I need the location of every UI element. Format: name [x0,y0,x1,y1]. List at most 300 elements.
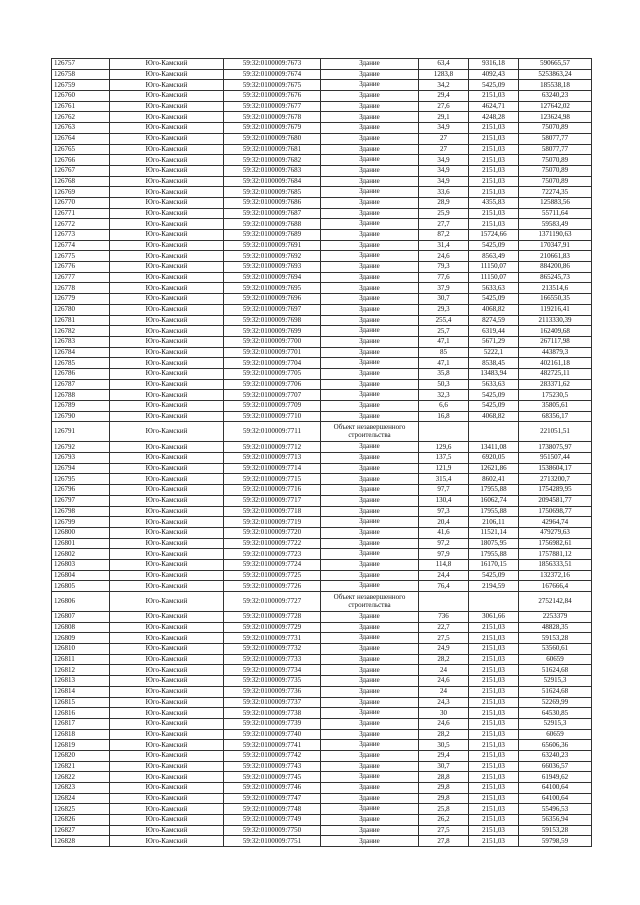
area-cell: 47,1 [419,336,469,347]
specific-value-cell: 11150,07 [469,262,519,273]
table-body [52,59,592,847]
cadastral-number-cell: 59:32:0100009:7689 [224,230,321,241]
cadastral-value-cell: 52915,3 [519,718,592,729]
row-number-cell: 126777 [52,272,110,283]
cadastral-number-cell: 59:32:0100009:7674 [224,69,321,80]
cadastral-value-cell: 2113330,39 [519,315,592,326]
object-type-cell: Здание [321,347,419,358]
cadastral-number-cell: 59:32:0100009:7683 [224,165,321,176]
table-row [52,283,592,294]
cadastral-value-cell: 185538,18 [519,80,592,91]
table-row [52,347,592,358]
table-row [52,358,592,369]
district-cell: Юго-Камский [110,80,224,91]
specific-value-cell: 16062,74 [469,495,519,506]
area-cell: 29,8 [419,783,469,794]
table-row [52,740,592,751]
district-cell: Юго-Камский [110,708,224,719]
specific-value-cell: 2151,03 [469,793,519,804]
district-cell: Юго-Камский [110,59,224,70]
district-cell: Юго-Камский [110,358,224,369]
area-cell: 34,9 [419,176,469,187]
district-cell: Юго-Камский [110,453,224,464]
specific-value-cell: 2151,03 [469,187,519,198]
specific-value-cell: 2151,03 [469,815,519,826]
object-type-cell: Здание [321,654,419,665]
area-cell: 27 [419,133,469,144]
cadastral-number-cell: 59:32:0100009:7719 [224,517,321,528]
table-row [52,665,592,676]
cadastral-value-cell: 2253379 [519,612,592,623]
table-row [52,336,592,347]
object-type-cell: Здание [321,804,419,815]
area-cell: 30,7 [419,761,469,772]
district-cell: Юго-Камский [110,165,224,176]
district-cell: Юго-Камский [110,654,224,665]
object-type-cell: Здание [321,815,419,826]
specific-value-cell: 2151,03 [469,123,519,134]
area-cell: 97,2 [419,538,469,549]
cadastral-number-cell: 59:32:0100009:7722 [224,538,321,549]
object-type-cell: Здание [321,251,419,262]
table-row [52,326,592,337]
row-number-cell: 126804 [52,570,110,581]
specific-value-cell: 2151,03 [469,750,519,761]
cadastral-value-cell: 61949,62 [519,772,592,783]
object-type-cell: Здание [321,315,419,326]
cadastral-value-cell: 75070,89 [519,165,592,176]
row-number-cell: 126760 [52,91,110,102]
district-cell: Юго-Камский [110,144,224,155]
row-number-cell: 126763 [52,123,110,134]
area-cell: 34,9 [419,155,469,166]
object-type-cell: Здание [321,549,419,560]
object-type-cell: Здание [321,729,419,740]
table-row [52,112,592,123]
object-type-cell: Здание [321,144,419,155]
district-cell: Юго-Камский [110,559,224,570]
specific-value-cell: 2151,03 [469,165,519,176]
cadastral-number-cell: 59:32:0100009:7718 [224,506,321,517]
district-cell: Юго-Камский [110,91,224,102]
district-cell: Юго-Камский [110,729,224,740]
specific-value-cell: 5425,09 [469,294,519,305]
object-type-cell: Здание [321,453,419,464]
row-number-cell: 126773 [52,230,110,241]
district-cell: Юго-Камский [110,336,224,347]
specific-value-cell: 5425,09 [469,240,519,251]
area-cell: 97,9 [419,549,469,560]
district-cell: Юго-Камский [110,718,224,729]
district-cell: Юго-Камский [110,474,224,485]
cadastral-value-cell: 42964,74 [519,517,592,528]
table-row [52,262,592,273]
object-type-cell: Здание [321,133,419,144]
area-cell: 24,4 [419,570,469,581]
object-type-cell: Здание [321,527,419,538]
area-cell: 27,6 [419,101,469,112]
cadastral-value-cell: 443879,3 [519,347,592,358]
cadastral-number-cell: 59:32:0100009:7743 [224,761,321,772]
row-number-cell: 126801 [52,538,110,549]
cadastral-value-cell: 48828,35 [519,622,592,633]
row-number-cell: 126794 [52,463,110,474]
cadastral-number-cell: 59:32:0100009:7709 [224,401,321,412]
specific-value-cell: 2151,03 [469,804,519,815]
district-cell: Юго-Камский [110,836,224,847]
area-cell [419,592,469,612]
table-row [52,463,592,474]
table-row [52,401,592,412]
cadastral-value-cell: 267117,98 [519,336,592,347]
cadastral-number-cell: 59:32:0100009:7750 [224,825,321,836]
table-row [52,506,592,517]
cadastral-value-cell: 170347,91 [519,240,592,251]
specific-value-cell [469,422,519,442]
cadastral-value-cell: 58077,77 [519,133,592,144]
cadastral-number-cell: 59:32:0100009:7677 [224,101,321,112]
district-cell: Юго-Камский [110,633,224,644]
row-number-cell: 126826 [52,815,110,826]
cadastral-number-cell: 59:32:0100009:7729 [224,622,321,633]
cadastral-number-cell: 59:32:0100009:7732 [224,644,321,655]
district-cell: Юго-Камский [110,251,224,262]
specific-value-cell: 5633,63 [469,379,519,390]
table-row [52,686,592,697]
cadastral-value-cell: 402161,18 [519,358,592,369]
row-number-cell: 126800 [52,527,110,538]
district-cell: Юго-Камский [110,463,224,474]
table-row [52,485,592,496]
district-cell: Юго-Камский [110,622,224,633]
object-type-cell: Здание [321,442,419,453]
district-cell: Юго-Камский [110,665,224,676]
specific-value-cell: 13411,08 [469,442,519,453]
cadastral-value-cell: 59153,28 [519,633,592,644]
cadastral-number-cell: 59:32:0100009:7726 [224,581,321,592]
row-number-cell: 126820 [52,750,110,761]
object-type-cell: Объект незавершенного строительства [321,422,419,442]
cadastral-value-cell: 60659 [519,654,592,665]
specific-value-cell: 8563,49 [469,251,519,262]
district-cell: Юго-Камский [110,294,224,305]
cadastral-number-cell: 59:32:0100009:7742 [224,750,321,761]
cadastral-value-cell: 2094581,77 [519,495,592,506]
table-row [52,368,592,379]
object-type-cell: Здание [321,187,419,198]
district-cell: Юго-Камский [110,219,224,230]
district-cell: Юго-Камский [110,676,224,687]
row-number-cell: 126764 [52,133,110,144]
object-type-cell: Здание [321,665,419,676]
cadastral-value-cell: 52269,99 [519,697,592,708]
row-number-cell: 126806 [52,592,110,612]
specific-value-cell: 2151,03 [469,133,519,144]
row-number-cell: 126805 [52,581,110,592]
cadastral-number-cell: 59:32:0100009:7746 [224,783,321,794]
specific-value-cell: 8602,41 [469,474,519,485]
specific-value-cell: 4092,43 [469,69,519,80]
district-cell: Юго-Камский [110,401,224,412]
cadastral-value-cell: 167666,4 [519,581,592,592]
cadastral-value-cell: 60659 [519,729,592,740]
row-number-cell: 126810 [52,644,110,655]
area-cell: 29,4 [419,750,469,761]
cadastral-number-cell: 59:32:0100009:7675 [224,80,321,91]
object-type-cell: Здание [321,740,419,751]
cadastral-number-cell: 59:32:0100009:7682 [224,155,321,166]
row-number-cell: 126768 [52,176,110,187]
specific-value-cell: 2151,03 [469,783,519,794]
object-type-cell: Здание [321,208,419,219]
specific-value-cell: 3061,66 [469,612,519,623]
row-number-cell: 126819 [52,740,110,751]
cadastral-value-cell: 63240,23 [519,91,592,102]
cadastral-value-cell: 63240,23 [519,750,592,761]
area-cell: 32,3 [419,390,469,401]
row-number-cell: 126776 [52,262,110,273]
table-row [52,783,592,794]
cadastral-value-cell: 66036,57 [519,761,592,772]
specific-value-cell: 5633,63 [469,283,519,294]
object-type-cell: Здание [321,506,419,517]
cadastral-number-cell: 59:32:0100009:7697 [224,304,321,315]
area-cell: 255,4 [419,315,469,326]
specific-value-cell [469,592,519,612]
area-cell: 87,2 [419,230,469,241]
specific-value-cell: 5425,09 [469,80,519,91]
row-number-cell: 126784 [52,347,110,358]
row-number-cell: 126811 [52,654,110,665]
object-type-cell: Здание [321,379,419,390]
row-number-cell: 126802 [52,549,110,560]
row-number-cell: 126761 [52,101,110,112]
specific-value-cell: 6920,05 [469,453,519,464]
district-cell: Юго-Камский [110,272,224,283]
object-type-cell: Здание [321,283,419,294]
district-cell: Юго-Камский [110,644,224,655]
table-row [52,315,592,326]
specific-value-cell: 11521,14 [469,527,519,538]
specific-value-cell: 12621,86 [469,463,519,474]
object-type-cell: Здание [321,836,419,847]
district-cell: Юго-Камский [110,69,224,80]
district-cell: Юго-Камский [110,197,224,208]
object-type-cell: Здание [321,358,419,369]
table-row [52,442,592,453]
table-row [52,708,592,719]
cadastral-number-cell: 59:32:0100009:7745 [224,772,321,783]
specific-value-cell: 8538,45 [469,358,519,369]
row-number-cell: 126825 [52,804,110,815]
area-cell: 1283,8 [419,69,469,80]
cadastral-value-cell: 590665,57 [519,59,592,70]
object-type-cell: Здание [321,155,419,166]
cadastral-number-cell: 59:32:0100009:7712 [224,442,321,453]
specific-value-cell: 2151,03 [469,176,519,187]
cadastral-value-table [51,58,592,847]
object-type-cell: Здание [321,411,419,422]
area-cell: 24,6 [419,251,469,262]
specific-value-cell: 17955,88 [469,549,519,560]
cadastral-value-cell: 64100,64 [519,783,592,794]
district-cell: Юго-Камский [110,240,224,251]
specific-value-cell: 5222,1 [469,347,519,358]
cadastral-value-cell: 75070,89 [519,123,592,134]
district-cell: Юго-Камский [110,347,224,358]
cadastral-value-cell: 123624,98 [519,112,592,123]
table-row [52,474,592,485]
cadastral-number-cell: 59:32:0100009:7673 [224,59,321,70]
row-number-cell: 126779 [52,294,110,305]
district-cell: Юго-Камский [110,793,224,804]
table-row [52,251,592,262]
table-row [52,804,592,815]
district-cell: Юго-Камский [110,592,224,612]
object-type-cell: Здание [321,336,419,347]
object-type-cell: Здание [321,793,419,804]
cadastral-number-cell: 59:32:0100009:7696 [224,294,321,305]
row-number-cell: 126789 [52,401,110,412]
district-cell: Юго-Камский [110,517,224,528]
table-row [52,69,592,80]
cadastral-value-cell: 479279,63 [519,527,592,538]
object-type-cell: Здание [321,240,419,251]
object-type-cell: Здание [321,559,419,570]
cadastral-number-cell: 59:32:0100009:7717 [224,495,321,506]
specific-value-cell: 2106,11 [469,517,519,528]
area-cell: 50,3 [419,379,469,390]
cadastral-number-cell: 59:32:0100009:7701 [224,347,321,358]
row-number-cell: 126824 [52,793,110,804]
area-cell: 25,9 [419,208,469,219]
cadastral-value-cell: 59153,28 [519,825,592,836]
area-cell: 27,8 [419,836,469,847]
cadastral-value-cell: 75070,89 [519,155,592,166]
district-cell: Юго-Камский [110,315,224,326]
cadastral-value-cell: 55711,64 [519,208,592,219]
district-cell: Юго-Камский [110,208,224,219]
object-type-cell: Здание [321,750,419,761]
area-cell: 20,4 [419,517,469,528]
specific-value-cell: 16170,15 [469,559,519,570]
specific-value-cell: 17955,88 [469,485,519,496]
row-number-cell: 126774 [52,240,110,251]
district-cell: Юго-Камский [110,326,224,337]
table-row [52,772,592,783]
specific-value-cell: 2151,03 [469,761,519,772]
table-row [52,176,592,187]
object-type-cell: Здание [321,304,419,315]
cadastral-value-cell: 51624,68 [519,665,592,676]
district-cell: Юго-Камский [110,815,224,826]
table-row [52,527,592,538]
table-row [52,144,592,155]
table-row [52,825,592,836]
cadastral-number-cell: 59:32:0100009:7740 [224,729,321,740]
cadastral-number-cell: 59:32:0100009:7685 [224,187,321,198]
specific-value-cell: 2151,03 [469,718,519,729]
cadastral-value-cell: 1750698,77 [519,506,592,517]
row-number-cell: 126790 [52,411,110,422]
cadastral-number-cell: 59:32:0100009:7693 [224,262,321,273]
cadastral-number-cell: 59:32:0100009:7704 [224,358,321,369]
row-number-cell: 126823 [52,783,110,794]
district-cell: Юго-Камский [110,772,224,783]
object-type-cell: Объект незавершенного строительства [321,592,419,612]
cadastral-number-cell: 59:32:0100009:7681 [224,144,321,155]
specific-value-cell: 5425,09 [469,401,519,412]
district-cell: Юго-Камский [110,283,224,294]
cadastral-number-cell: 59:32:0100009:7699 [224,326,321,337]
district-cell: Юго-Камский [110,133,224,144]
area-cell: 25,8 [419,804,469,815]
area-cell: 30,7 [419,294,469,305]
district-cell: Юго-Камский [110,304,224,315]
specific-value-cell: 4624,71 [469,101,519,112]
district-cell: Юго-Камский [110,230,224,241]
cadastral-value-cell: 951507,44 [519,453,592,464]
area-cell: 121,9 [419,463,469,474]
row-number-cell: 126787 [52,379,110,390]
cadastral-value-cell: 59583,49 [519,219,592,230]
table-row [52,676,592,687]
cadastral-value-cell: 162409,68 [519,326,592,337]
object-type-cell: Здание [321,772,419,783]
specific-value-cell: 2151,03 [469,155,519,166]
cadastral-value-cell: 72274,35 [519,187,592,198]
district-cell: Юго-Камский [110,442,224,453]
table-row [52,80,592,91]
row-number-cell: 126767 [52,165,110,176]
cadastral-number-cell: 59:32:0100009:7723 [224,549,321,560]
row-number-cell: 126809 [52,633,110,644]
object-type-cell: Здание [321,69,419,80]
table-row [52,411,592,422]
table-row [52,59,592,70]
area-cell: 24 [419,686,469,697]
row-number-cell: 126795 [52,474,110,485]
cadastral-number-cell: 59:32:0100009:7706 [224,379,321,390]
area-cell: 34,2 [419,80,469,91]
cadastral-number-cell: 59:32:0100009:7737 [224,697,321,708]
specific-value-cell: 2151,03 [469,697,519,708]
table-row [52,517,592,528]
area-cell: 77,6 [419,272,469,283]
area-cell: 28,9 [419,197,469,208]
specific-value-cell: 2151,03 [469,708,519,719]
cadastral-number-cell: 59:32:0100009:7714 [224,463,321,474]
district-cell: Юго-Камский [110,495,224,506]
cadastral-number-cell: 59:32:0100009:7678 [224,112,321,123]
specific-value-cell: 18075,95 [469,538,519,549]
district-cell: Юго-Камский [110,527,224,538]
table-row [52,379,592,390]
row-number-cell: 126799 [52,517,110,528]
cadastral-value-cell: 884200,86 [519,262,592,273]
area-cell: 137,5 [419,453,469,464]
cadastral-number-cell: 59:32:0100009:7715 [224,474,321,485]
district-cell: Юго-Камский [110,101,224,112]
cadastral-value-cell: 35805,61 [519,401,592,412]
cadastral-value-cell: 125883,56 [519,197,592,208]
specific-value-cell: 5425,09 [469,570,519,581]
specific-value-cell: 2151,03 [469,676,519,687]
area-cell: 24,6 [419,676,469,687]
district-cell: Юго-Камский [110,390,224,401]
specific-value-cell: 2151,03 [469,740,519,751]
specific-value-cell: 13483,94 [469,368,519,379]
